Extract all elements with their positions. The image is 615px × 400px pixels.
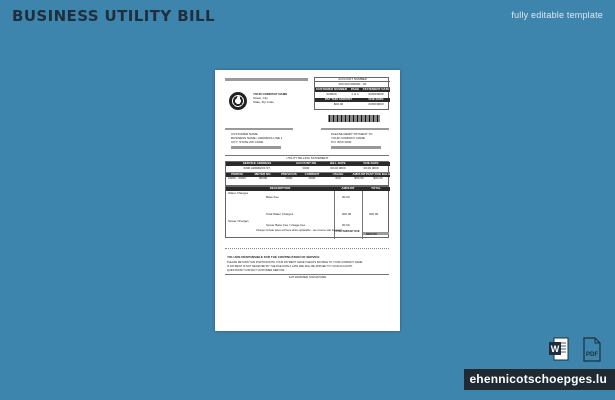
meter-value-3: 0000 — [285, 176, 293, 180]
notice-title: YOU ARE RESPONSIBLE FOR THE CONTINUATION OF SERVICE — [227, 255, 320, 259]
remit-to-bar — [321, 128, 389, 130]
charges-row-1-desc: Base Fee — [266, 195, 279, 199]
pay-amount-label: PAY THIS AMOUNT — [315, 98, 362, 102]
bill-document — [215, 70, 400, 331]
meter-value-7: $00.00 — [373, 176, 383, 180]
charges-header-amount: AMOUNT — [334, 187, 362, 191]
pdf-doc-icon[interactable] — [581, 337, 603, 362]
meter-header-4: CURRENT — [300, 173, 324, 177]
due-date-value: 00/00/0000 — [368, 102, 384, 106]
charges-table — [225, 186, 389, 238]
tear-line — [225, 248, 389, 249]
meter-header-7: PAST DUE BALANCE — [366, 172, 397, 176]
summary-value-4: 00.00.0000 — [363, 166, 379, 170]
notice-line-1: PLEASE RETURN THIS PORTION WITH YOUR PAYMENT. MAKE CHECKS PAYABLE TO YOUR COMPANY NAME. — [227, 261, 364, 264]
page-label: PAGE — [348, 88, 362, 92]
bill-to-bar — [225, 128, 293, 130]
meter-header-2: METER NO. — [248, 173, 278, 177]
meter-header-1: PERIOD — [226, 173, 248, 177]
charges-footnote: Charges include taxes and fees where applicable - see reverse side for details — [256, 229, 343, 232]
charges-row-2-desc: Total Water Charges — [266, 212, 294, 216]
summary-header-4: DUE DATE — [352, 162, 390, 166]
account-heading: ACCOUNT NUMBER — [315, 78, 390, 82]
company-logo — [229, 92, 247, 110]
account-number: 000 000 000000 - 00 — [315, 83, 390, 88]
company-address-2: State, Zip Code — [253, 100, 274, 104]
charges-row-3-amount: 00.00 — [342, 223, 350, 227]
remit-to-line-1: PLEASE REMIT PAYMENT TO — [331, 132, 373, 136]
remit-to-line-2: YOUR COMPANY NAME — [331, 136, 365, 140]
company-address-1: Street, City — [253, 96, 268, 100]
charges-row-1-label: Water Charges — [228, 191, 249, 195]
word-icon-letter: W — [550, 344, 560, 354]
account-box — [314, 77, 389, 110]
company-name: YOUR COMPANY NAME — [253, 92, 288, 96]
meter-header-6: AMOUNT — [352, 172, 366, 176]
charges-row-2-total: 000.00 — [369, 212, 379, 216]
summary-value-1: 0000 ADDRESS ST. — [243, 166, 271, 170]
page-title: BUSINESS UTILITY BILL — [12, 7, 215, 25]
meter-value-5: 000 — [335, 176, 341, 180]
customer-number-value: 000000 — [326, 92, 337, 96]
meter-value-4: 0000 — [308, 176, 316, 180]
meter-value-2: 00000 — [258, 176, 268, 180]
summary-value-3: 00.00.0000 — [330, 166, 346, 170]
charges-header-description: DESCRIPTION — [226, 187, 334, 191]
total-label: TOTAL AMOUNT DUE — [334, 230, 360, 233]
statement-title: UTILITY BILLING STATEMENT — [286, 156, 329, 160]
page-subtitle: fully editable template — [511, 10, 603, 20]
summary-table — [225, 161, 397, 186]
summary-header-1: SERVICE ADDRESS — [226, 162, 288, 166]
bill-to-line-1: CUSTOMER NAME — [231, 132, 258, 136]
summary-value-2: 0000 — [302, 166, 310, 170]
charges-row-3-desc: Sewer Base Fee / Usage Fee — [266, 223, 306, 227]
summary-header-2: ACCOUNT NO — [288, 162, 324, 166]
pdf-icon-label: PDF — [586, 352, 598, 358]
meter-header-5: USAGE — [324, 173, 352, 177]
header-bar — [225, 78, 308, 81]
signature-label: AUTHORIZED SIGNATURE — [288, 275, 327, 279]
page-value: 1 of 1 — [351, 92, 359, 96]
customer-number-label: CUSTOMER NUMBER — [315, 87, 348, 91]
charges-header-total: TOTAL — [362, 187, 390, 191]
statement-date-value: 00/00/0000 — [368, 92, 384, 96]
watermark-label: ehennicotschoepges.lu — [464, 369, 615, 390]
due-date-label: DUE DATE — [362, 98, 390, 102]
charges-row-3-label: Sewer Charges — [228, 219, 249, 223]
meter-value-6: $00.00 — [354, 176, 364, 180]
remit-to-barcode — [331, 146, 381, 149]
charges-row-2-amount: 000.00 — [342, 212, 352, 216]
word-doc-icon[interactable] — [548, 337, 570, 362]
pay-amount-value: $00.00 — [333, 102, 344, 106]
summary-header-3: BILL DATE — [324, 162, 352, 166]
notice-line-2: IF PAYMENT IS NOT RECEIVED BY THE DUE DATE A LATE FEE WILL BE APPLIED TO YOUR ACCOUNT. — [227, 265, 353, 268]
charges-row-1-amount: 00.00 — [342, 195, 350, 199]
bill-to-barcode — [231, 146, 281, 149]
account-barcode — [328, 115, 380, 122]
total-value: $000.00 — [366, 232, 377, 236]
remit-to-line-3: P.O. BOX 0000 — [331, 140, 352, 144]
meter-header-3: PREVIOUS — [278, 173, 300, 177]
bill-to-line-2: BUSINESS NAME / ADDRESS LINE 1 — [231, 136, 283, 140]
notice-line-3: QUESTIONS? CONTACT CUSTOMER SERVICE — [227, 269, 285, 272]
meter-value-1: 00/00 - 00/00 — [228, 176, 246, 180]
bill-to-line-3: CITY, STATE ZIP CODE — [231, 140, 264, 144]
statement-date-label: STATEMENT DATE — [362, 87, 390, 91]
